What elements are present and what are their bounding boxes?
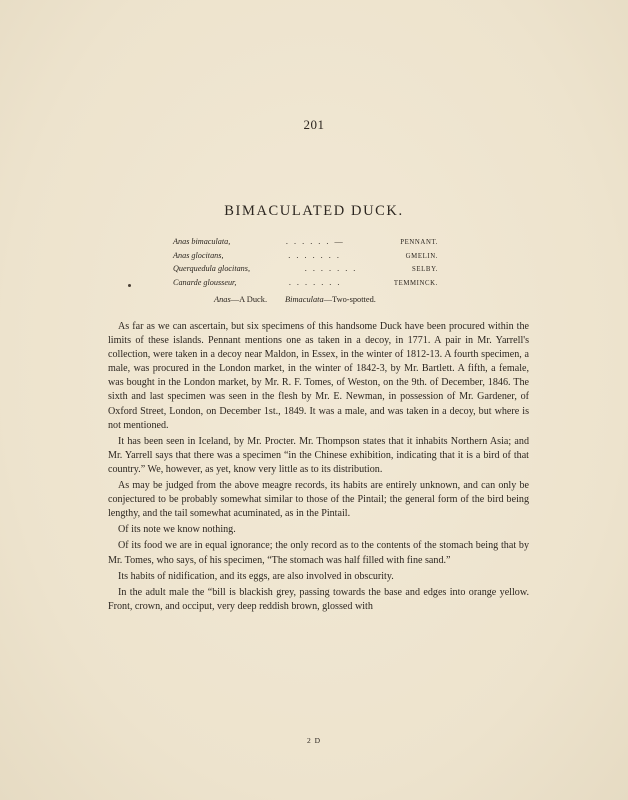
paragraph: Its habits of nidification, and its eggs, are also involved in obscurity. xyxy=(118,570,394,582)
synonym-row xyxy=(173,236,438,250)
leader-dots: . . . . . . . xyxy=(304,264,358,274)
etymology-line xyxy=(214,295,376,304)
signature-mark: 2 D xyxy=(306,736,322,745)
paragraph: In the adult male the “bill is blackish grey, passing towards the base and edges into orange yellow. Front, crown, and occiput, very deep reddish brown, glossed with xyxy=(108,586,529,612)
synonym-author: TEMMINCK. xyxy=(393,279,438,287)
synonym-row xyxy=(173,277,438,291)
leader-dots: . . . . . . . xyxy=(288,250,341,260)
synonym-row xyxy=(173,263,438,277)
synonym-name: Canarde glousseur, xyxy=(173,277,237,287)
paragraph: As may be judged from the above meagre records, its habits are entirely unknown, and can only be conjectured to be probably somewhat similar to those of the Pintail; the general form of the bird being lengthy, and the tail somewhat acuminated, as in the Pintail. xyxy=(108,480,529,520)
etymology-species: Bimaculata xyxy=(285,295,324,304)
leader-dots: . . . . . . — xyxy=(285,237,345,246)
synonym-name: Anas glocitans, xyxy=(173,250,224,260)
etymology-genus: Anas xyxy=(214,295,231,304)
paragraph: It has been seen in Iceland, by Mr. Procter. Mr. Thompson states that it inhabits Northern Asia; and Mr. Yarrell says that there was a specimen “in the Chinese exhibition, indicating that it is a bird of that country.” We, however, as yet, know very little as to its distribution. xyxy=(108,435,529,475)
paragraph: Of its note we know nothing. xyxy=(118,524,236,536)
etymology-genus-meaning: —A Duck. xyxy=(230,295,268,304)
paragraph: As far as we can ascertain, but six specimens of this handsome Duck have been procured within the limits of these islands. Pennant mentions one as taken in a decoy, in 1771. A pair in Mr. Yarrell's collection, were taken in a decoy near Maldon, in Essex, in the winter of 1812-13. A fourth specimen, a male, was procured in the London market, in the winter of 1842-3, by Mr. Bartlett. A fifth, a female, was bought in the London market, by Mr. R. F. Tomes, of Weston, on the 9th. of December, 1846. The sixth and last specimen was seen in the flesh by Mr. E. Newman, in possession of Mr. Gardener, of Oxford Street, London, on December 1st., 1849. It was a male, and was taken in a decoy, but where is not mentioned. xyxy=(108,321,529,431)
etymology-species-meaning: —Two-spotted. xyxy=(323,295,376,304)
synonym-name: Querquedula glocitans, xyxy=(173,264,251,274)
synonym-name: Anas bimaculata, xyxy=(173,237,231,246)
leader-dots: . . . . . . . xyxy=(288,277,342,287)
synonym-author: GMELIN. xyxy=(405,252,438,260)
synonym-row xyxy=(173,250,438,264)
page-title: BIMACULATED DUCK. xyxy=(224,203,404,219)
body-text xyxy=(108,320,529,616)
synonym-author: SELBY. xyxy=(412,266,438,274)
synonym-author: PENNANT. xyxy=(400,239,438,246)
paragraph: Of its food we are in equal ignorance; the only record as to the contents of the stomach being that by Mr. Tomes, who says, of his specimen, “The stomach was half filled with fine sand.” xyxy=(108,540,529,566)
page-number: 201 xyxy=(303,117,325,132)
ink-dot xyxy=(128,284,131,287)
synonym-list xyxy=(173,236,438,290)
